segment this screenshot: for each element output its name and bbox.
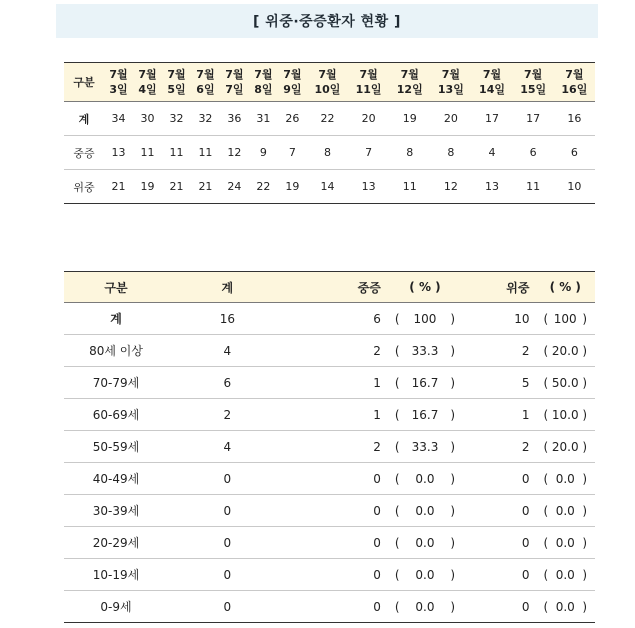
age-critical-pct: ( 0.0 ) — [535, 559, 595, 591]
daily-date-header — [162, 63, 191, 102]
date-day: 16일 — [561, 83, 588, 96]
date-month: 7월 — [196, 68, 215, 81]
age-severe-pct-value: 16.7 — [411, 407, 439, 422]
date-day: 9일 — [283, 83, 302, 96]
age-severe-cell: 0 — [287, 463, 387, 495]
date-month: 7월 — [441, 68, 461, 81]
age-severe-pct: ( 33.3 ) — [387, 335, 463, 367]
daily-date-header — [220, 63, 249, 102]
age-severe-pct: ( 0.0 ) — [387, 463, 463, 495]
daily-cell: 13 — [104, 136, 133, 170]
daily-cell: 7 — [278, 136, 307, 170]
age-group-label: 50-59세 — [64, 431, 168, 463]
age-critical-pct: ( 0.0 ) — [535, 591, 595, 623]
date-day: 13일 — [437, 83, 464, 96]
age-critical-pct-value: 0.0 — [555, 599, 575, 614]
age-severe-pct-value: 0.0 — [415, 599, 435, 614]
date-month: 7월 — [254, 68, 273, 81]
daily-cell: 12 — [220, 136, 249, 170]
age-critical-pct-value: 100 — [553, 311, 577, 326]
age-severe-cell: 1 — [287, 367, 387, 399]
age-critical-pct-value: 20.0 — [551, 439, 579, 454]
age-total-cell: 4 — [168, 431, 287, 463]
daily-cell: 10 — [554, 170, 595, 204]
age-header-total: 계 — [168, 272, 287, 303]
age-severe-cell: 0 — [287, 527, 387, 559]
age-critical-cell: 0 — [463, 527, 535, 559]
date-month: 7월 — [283, 68, 302, 81]
age-header-row — [64, 272, 595, 303]
daily-cell: 11 — [162, 136, 191, 170]
age-total-cell: 2 — [168, 399, 287, 431]
age-severe-pct: ( 0.0 ) — [387, 495, 463, 527]
daily-cell: 13 — [348, 170, 389, 204]
daily-cell: 11 — [191, 136, 220, 170]
age-critical-pct-value: 0.0 — [555, 471, 575, 486]
daily-cell: 16 — [554, 102, 595, 136]
age-total-cell: 16 — [168, 303, 287, 335]
age-severe-pct-value: 0.0 — [415, 471, 435, 486]
daily-cell: 19 — [389, 102, 430, 136]
daily-cell: 20 — [348, 102, 389, 136]
daily-cell: 11 — [513, 170, 554, 204]
daily-row-label: 중증 — [64, 136, 104, 170]
daily-cell: 11 — [133, 136, 162, 170]
age-severe-cell: 0 — [287, 559, 387, 591]
daily-cell: 12 — [430, 170, 471, 204]
age-header-severe: 중증 — [287, 272, 387, 303]
age-critical-cell: 0 — [463, 559, 535, 591]
age-severe-pct-value: 0.0 — [415, 535, 435, 550]
age-severe-pct: ( 0.0 ) — [387, 559, 463, 591]
age-group-label: 40-49세 — [64, 463, 168, 495]
age-critical-pct: ( 10.0 ) — [535, 399, 595, 431]
date-day: 5일 — [167, 83, 186, 96]
age-severe-cell: 2 — [287, 335, 387, 367]
date-day: 7일 — [225, 83, 244, 96]
age-severe-pct: ( 33.3 ) — [387, 431, 463, 463]
age-severe-cell: 2 — [287, 431, 387, 463]
daily-cell: 36 — [220, 102, 249, 136]
age-critical-cell: 10 — [463, 303, 535, 335]
age-header-label: 구분 — [64, 272, 168, 303]
daily-cell: 7 — [348, 136, 389, 170]
age-total-cell: 4 — [168, 335, 287, 367]
age-row — [64, 559, 595, 591]
age-group-label: 60-69세 — [64, 399, 168, 431]
date-day: 3일 — [109, 83, 128, 96]
age-critical-cell: 2 — [463, 335, 535, 367]
daily-cell: 8 — [307, 136, 348, 170]
date-day: 8일 — [254, 83, 273, 96]
age-critical-pct: ( 0.0 ) — [535, 495, 595, 527]
age-severe-pct: ( 16.7 ) — [387, 399, 463, 431]
age-total-cell: 6 — [168, 367, 287, 399]
age-group-label: 80세 이상 — [64, 335, 168, 367]
daily-date-header — [133, 63, 162, 102]
daily-cell: 22 — [307, 102, 348, 136]
daily-row-label: 위중 — [64, 170, 104, 204]
daily-cell: 22 — [249, 170, 278, 204]
daily-cell: 34 — [104, 102, 133, 136]
date-month: 7월 — [524, 68, 543, 81]
daily-cell: 13 — [471, 170, 512, 204]
age-total-cell: 0 — [168, 527, 287, 559]
daily-cell: 24 — [220, 170, 249, 204]
daily-date-header — [191, 63, 220, 102]
daily-cell: 14 — [307, 170, 348, 204]
daily-date-header — [278, 63, 307, 102]
age-critical-cell: 1 — [463, 399, 535, 431]
age-critical-pct-value: 0.0 — [555, 535, 575, 550]
age-status-table — [64, 271, 595, 623]
daily-corner-header: 구분 — [64, 63, 104, 102]
age-row — [64, 527, 595, 559]
daily-header-row — [64, 63, 595, 102]
age-critical-pct-value: 0.0 — [555, 567, 575, 582]
age-critical-pct: ( 20.0 ) — [535, 431, 595, 463]
age-critical-pct: ( 0.0 ) — [535, 527, 595, 559]
daily-status-table — [64, 62, 595, 204]
daily-cell: 9 — [249, 136, 278, 170]
age-header-severe-pct: ( % ) — [387, 272, 463, 303]
age-total-cell: 0 — [168, 495, 287, 527]
daily-cell: 8 — [430, 136, 471, 170]
age-critical-cell: 5 — [463, 367, 535, 399]
age-critical-pct-value: 0.0 — [555, 503, 575, 518]
date-month: 7월 — [225, 68, 244, 81]
age-severe-pct: ( 0.0 ) — [387, 591, 463, 623]
age-critical-cell: 0 — [463, 463, 535, 495]
age-row — [64, 431, 595, 463]
daily-cell: 30 — [133, 102, 162, 136]
age-group-label: 30-39세 — [64, 495, 168, 527]
age-severe-pct-value: 0.0 — [415, 567, 435, 582]
daily-cell: 31 — [249, 102, 278, 136]
age-total-cell: 0 — [168, 591, 287, 623]
daily-date-header — [389, 63, 430, 102]
age-severe-pct: ( 16.7 ) — [387, 367, 463, 399]
date-day: 15일 — [520, 83, 547, 96]
daily-cell: 21 — [162, 170, 191, 204]
page-title: [ 위중·중증환자 현황 ] — [56, 4, 598, 38]
age-critical-pct-value: 20.0 — [551, 343, 579, 358]
age-critical-cell: 0 — [463, 591, 535, 623]
age-severe-pct: ( 100 ) — [387, 303, 463, 335]
daily-date-header — [554, 63, 595, 102]
age-severe-cell: 0 — [287, 591, 387, 623]
age-group-label: 0-9세 — [64, 591, 168, 623]
age-severe-pct-value: 33.3 — [411, 439, 439, 454]
daily-cell: 6 — [554, 136, 595, 170]
age-row — [64, 399, 595, 431]
date-month: 7월 — [565, 68, 584, 81]
age-total-cell: 0 — [168, 463, 287, 495]
age-critical-pct-value: 10.0 — [551, 407, 579, 422]
daily-date-header — [249, 63, 278, 102]
daily-cell: 32 — [162, 102, 191, 136]
age-row — [64, 591, 595, 623]
daily-date-header — [471, 63, 512, 102]
date-day: 6일 — [196, 83, 215, 96]
age-row — [64, 367, 595, 399]
daily-cell: 8 — [389, 136, 430, 170]
daily-row-label: 계 — [64, 102, 104, 136]
daily-cell: 19 — [278, 170, 307, 204]
age-severe-pct-value: 16.7 — [411, 375, 439, 390]
age-header-critical: 위중 — [463, 272, 535, 303]
daily-row — [64, 136, 595, 170]
daily-row — [64, 170, 595, 204]
date-day: 4일 — [138, 83, 157, 96]
age-severe-pct-value: 100 — [413, 311, 437, 326]
date-day: 11일 — [355, 83, 382, 96]
date-day: 12일 — [396, 83, 423, 96]
age-row — [64, 463, 595, 495]
age-severe-pct-value: 0.0 — [415, 503, 435, 518]
age-severe-cell: 6 — [287, 303, 387, 335]
date-day: 14일 — [479, 83, 505, 96]
date-month: 7월 — [400, 68, 419, 81]
daily-cell: 20 — [430, 102, 471, 136]
age-row — [64, 303, 595, 335]
age-row — [64, 335, 595, 367]
age-critical-cell: 2 — [463, 431, 535, 463]
age-header-critical-pct: ( % ) — [535, 272, 595, 303]
daily-cell: 21 — [191, 170, 220, 204]
date-day: 10일 — [314, 83, 341, 96]
age-severe-cell: 0 — [287, 495, 387, 527]
age-severe-pct-value: 33.3 — [411, 343, 439, 358]
age-critical-cell: 0 — [463, 495, 535, 527]
daily-cell: 11 — [389, 170, 430, 204]
age-critical-pct: ( 100 ) — [535, 303, 595, 335]
daily-cell: 4 — [471, 136, 512, 170]
daily-cell: 19 — [133, 170, 162, 204]
daily-cell: 26 — [278, 102, 307, 136]
daily-date-header — [104, 63, 133, 102]
date-month: 7월 — [138, 68, 157, 81]
date-month: 7월 — [318, 68, 337, 81]
date-month: 7월 — [482, 68, 502, 81]
date-month: 7월 — [359, 68, 378, 81]
age-group-label: 20-29세 — [64, 527, 168, 559]
age-group-label: 계 — [64, 303, 168, 335]
date-month: 7월 — [109, 68, 128, 81]
daily-date-header — [348, 63, 389, 102]
daily-date-header — [430, 63, 471, 102]
daily-cell: 32 — [191, 102, 220, 136]
daily-date-header — [307, 63, 348, 102]
age-group-label: 70-79세 — [64, 367, 168, 399]
age-severe-cell: 1 — [287, 399, 387, 431]
age-critical-pct-value: 50.0 — [551, 375, 579, 390]
age-critical-pct: ( 0.0 ) — [535, 463, 595, 495]
age-critical-pct: ( 50.0 ) — [535, 367, 595, 399]
age-severe-pct: ( 0.0 ) — [387, 527, 463, 559]
daily-cell: 21 — [104, 170, 133, 204]
age-group-label: 10-19세 — [64, 559, 168, 591]
age-critical-pct: ( 20.0 ) — [535, 335, 595, 367]
daily-date-header — [513, 63, 554, 102]
age-total-cell: 0 — [168, 559, 287, 591]
daily-cell: 17 — [471, 102, 512, 136]
date-month: 7월 — [167, 68, 186, 81]
age-row — [64, 495, 595, 527]
daily-cell: 6 — [513, 136, 554, 170]
daily-row — [64, 102, 595, 136]
daily-cell: 17 — [513, 102, 554, 136]
